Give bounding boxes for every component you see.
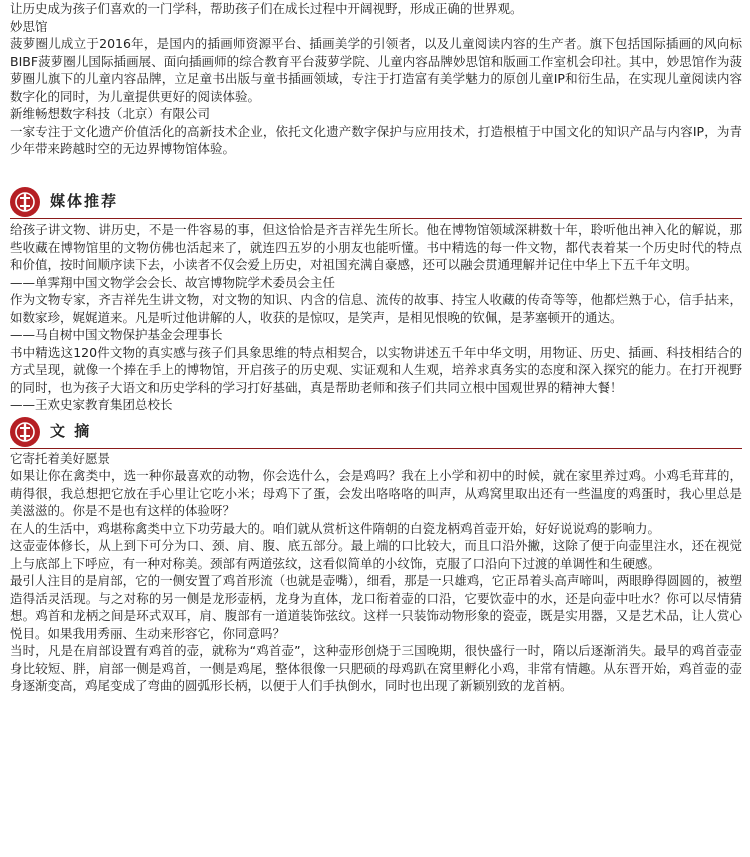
excerpt-paragraph: 最引人注目的是肩部，它的一侧安置了鸡首形流（也就是壶嘴），细看，那是一只雄鸡，它正昂着头高声啼叫，两眼睁得圆圆的，被塑造得活灵活现。与之对称的另一侧是龙形壶柄，龙身为直体，龙口衔着壶的口沿，它要饮壶中的水，还是向壶中吐水？你可以尽情猜想。鸡首和龙柄之间是环式双耳，肩、腹部有一道道装饰弦纹。这样一只装饰动物形象的瓷壶，既是实用器，又是艺术品，让人赏心悦目。如果我用秀丽、生动来形容它，你同意吗？ — [10, 573, 742, 641]
citic-logo-icon — [10, 187, 40, 217]
review-paragraph: 作为文物专家，齐吉祥先生讲文物，对文物的知识、内含的信息、流传的故事、持宝人收藏的传奇等等，他都烂熟于心，信手拈来，如数家珍，娓娓道来。凡是听过他讲解的人，收获的是惊叹，是笑声，是相见恨晚的钦佩，是茅塞顿开的通达。 — [10, 292, 742, 325]
excerpt-paragraph: 当时，凡是在肩部设置有鸡首的壶，就称为“鸡首壶”，这种壶形创烧于三国晚期，很快盛行一时，隋以后逐渐消失。最早的鸡首壶壶身比较短、胖，肩部一侧是鸡首，一侧是鸡尾，整体很像一只肥硕的母鸡趴在窝里孵化小鸡，非常有情趣。从东晋开始，鸡首壶的壶身逐渐变高，鸡尾变成了弯曲的圆弧形长柄，以便于人们手执倒水，同时也出现了新颖别致的龙首柄。 — [10, 643, 742, 693]
review-attribution: ——王欢史家教育集团总校长 — [10, 397, 173, 412]
intro-paragraph: 让历史成为孩子们喜欢的一门学科，帮助孩子们在成长过程中开阔视野，形成正确的世界观。 — [10, 1, 523, 16]
review-attribution: ——马自树中国文物保护基金会理事长 — [10, 327, 223, 342]
media-section — [10, 221, 742, 414]
review-paragraph: 书中精选这120件文物的真实感与孩子们具象思维的特点相契合，以实物讲述五千年中华文明，用物证、历史、插画、科技相结合的方式呈现，就像一个捧在手上的博物馆，开启孩子的历史观、实证观和人生观，培养求真务实的态度和深入探究的能力。在打开视野的同时，也为孩子大语文和历史学科的学习打好基础，真是帮助老师和孩子们共同立根中国观世界的精神大餐！ — [10, 344, 742, 395]
review-attribution: ——单霁翔中国文物学会会长、故宫博物院学术委员会主任 — [10, 274, 336, 290]
section-title: 文 摘 — [50, 421, 92, 440]
excerpt-paragraph: 如果让你在禽类中，选一种你最喜欢的动物，你会选什么，会是鸡吗？我在上小学和初中的时候，就在家里养过鸡。小鸡毛茸茸的，萌得很，我总想把它放在手心里让它吃小米；母鸡下了蛋，会发出咯咯咯的叫声，从鸡窝里取出还有一些温度的鸡蛋时，我心里总是美滋滋的。你是不是也有这样的体验呀？ — [10, 468, 742, 518]
excerpt-paragraph: 在人的生活中，鸡堪称禽类中立下功劳最大的。咱们就从赏析这件隋朝的白瓷龙柄鸡首壶开始，好好说说鸡的影响力。 — [10, 520, 661, 536]
intro-paragraph: 一家专注于文化遗产价值活化的高新技术企业，依托文化遗产数字保护与应用技术，打造根植于中国文化的知识产品与内容IP，为青少年带来跨越时空的无边界博物馆体验。 — [10, 123, 742, 156]
intro-section — [10, 0, 742, 180]
review-paragraph: 给孩子讲文物、讲历史，不是一件容易的事，但这恰恰是齐吉祥先生所长。他在博物馆领域深耕数十年，聆听他出神入化的解说，那些收藏在博物馆里的文物仿佛也活起来了，就连四五岁的小朋友也能听懂。书中精选的每一件文物，都代表着某一个历史时代的特点和价值，按时间顺序读下去，小读者不仅会爱上历史，对祖国充满自豪感，还可以融会贯通理解并记住中华上下五千年文明。 — [10, 222, 742, 272]
excerpt-section — [10, 450, 742, 695]
media-section-header — [10, 186, 742, 219]
company-name: 新维畅想数字科技（北京）有限公司 — [10, 106, 211, 121]
brand-name: 妙思馆 — [10, 18, 48, 34]
intro-paragraph: 菠萝圈儿成立于2016年，是国内的插画师资源平台、插画美学的引领者，以及儿童阅读内容的生产者。旗下包括国际插画的风向标BIBF菠萝圈儿国际插画展、面向插画师的综合教育平台菠萝学院、儿童内容品牌妙思馆和版画工作室机会印社。其中，妙思馆作为菠萝圈儿旗下的儿童内容品牌，立足童书出版与童书插画领域，专注于打造富有美学魅力的原创儿童IP和衍生品，在实现儿童阅读内容数字化的同时，为儿童提供更好的阅读体验。 — [10, 36, 742, 104]
excerpt-subtitle: 它寄托着美好愿景 — [10, 450, 111, 466]
excerpt-paragraph: 这壶壶体修长，从上到下可分为口、颈、肩、腹、底五部分。最上端的口比较大，而且口沿外撇，这除了便于向壶里注水，还在视觉上与底部上下呼应，有一种对称美。颈部有两道弦纹，这看似简单的小纹饰，克服了口沿向下过渡的单调性和生硬感。 — [10, 538, 742, 571]
section-title: 媒体推荐 — [50, 192, 119, 211]
citic-logo-icon — [10, 417, 40, 447]
excerpt-section-header — [10, 416, 742, 449]
